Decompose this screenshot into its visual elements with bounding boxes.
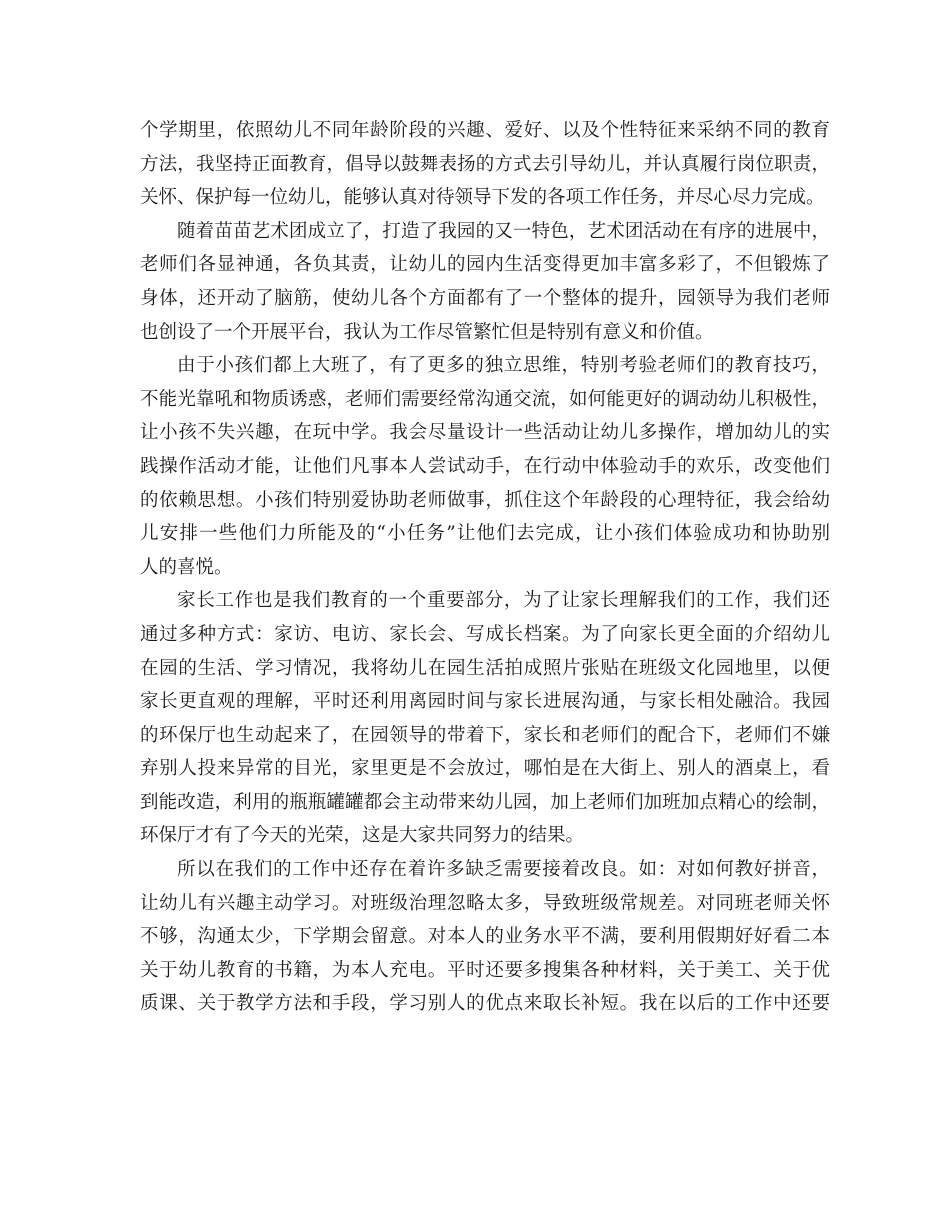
text-line: 个学期里，依照幼儿不同年龄阶段的兴趣、爱好、以及个性特征来采纳不同的教育 bbox=[140, 120, 830, 141]
text-line: 儿安排一些他们力所能及的“小任务”让他们去完成，让小孩们体验成功和协助别 bbox=[140, 523, 830, 545]
paragraph-1 bbox=[140, 114, 830, 215]
paragraph-3 bbox=[140, 349, 830, 584]
text-line: 关怀、保护每一位幼儿，能够认真对待领导下发的各项工作任务，并尽心尽力完成。 bbox=[140, 187, 825, 209]
text-line: 通过多种方式：家访、电访、家长会、写成长档案。为了向家长更全面的介绍幼儿 bbox=[140, 623, 830, 645]
text-line: 随着苗苗艺术团成立了，打造了我园的又一特色，艺术团活动在有序的进展中， bbox=[177, 220, 830, 242]
document-body bbox=[140, 114, 830, 1021]
text-line: 方法，我坚持正面教育，倡导以鼓舞表扬的方式去引导幼儿，并认真履行岗位职责， bbox=[140, 153, 830, 175]
text-line: 由于小孩们都上大班了，有了更多的独立思维，特别考验老师们的教育技巧， bbox=[177, 355, 830, 377]
text-line: 不够，沟通太少，下学期会留意。对本人的业务水平不满，要利用假期好好看二本 bbox=[140, 926, 830, 948]
paragraph-2 bbox=[140, 215, 830, 349]
text-line: 老师们各显神通，各负其责，让幼儿的园内生活变得更加丰富多彩了，不但锻炼了 bbox=[140, 254, 830, 276]
text-line: 让小孩不失兴趣，在玩中学。我会尽量设计一些活动让幼儿多操作，增加幼儿的实 bbox=[140, 422, 830, 444]
text-line: 践操作活动才能，让他们凡事本人尝试动手，在行动中体验动手的欢乐，改变他们 bbox=[140, 455, 830, 477]
text-line: 关于幼儿教育的书籍，为本人充电。平时还要多搜集各种材料，关于美工、关于优 bbox=[140, 959, 830, 981]
text-line: 家长更直观的理解，平时还利用离园时间与家长进展沟通，与家长相处融洽。我园 bbox=[140, 691, 830, 713]
text-line: 家长工作也是我们教育的一个重要部分，为了让家长理解我们的工作，我们还 bbox=[177, 590, 830, 612]
text-line: 弃别人投来异常的目光，家里更是不会放过，哪怕是在大街上、别人的酒桌上，看 bbox=[140, 758, 830, 780]
text-line: 身体，还开动了脑筋，使幼儿各个方面都有了一个整体的提升，园领导为我们老师 bbox=[140, 287, 830, 309]
text-line: 质课、关于教学方法和手段，学习别人的优点来取长补短。我在以后的工作中还要 bbox=[140, 993, 830, 1015]
paragraph-5 bbox=[140, 853, 830, 1021]
text-line: 在园的生活、学习情况，我将幼儿在园生活拍成照片张贴在班级文化园地里，以便 bbox=[140, 657, 830, 679]
text-line: 人的喜悦。 bbox=[140, 556, 233, 578]
text-line: 所以在我们的工作中还存在着许多缺乏需要接着改良。如：对如何教好拼音， bbox=[177, 859, 830, 881]
text-line: 到能改造，利用的瓶瓶罐罐都会主动带来幼儿园，加上老师们加班加点精心的绘制， bbox=[140, 791, 830, 813]
text-line: 让幼儿有兴趣主动学习。对班级治理忽略太多，导致班级常规差。对同班老师关怀 bbox=[140, 892, 830, 914]
paragraph-4 bbox=[140, 584, 830, 853]
text-line: 不能光靠吼和物质诱惑，老师们需要经常沟通交流，如何能更好的调动幼儿积极性， bbox=[140, 388, 830, 410]
text-line: 的依赖思想。小孩们特别爱协助老师做事，抓住这个年龄段的心理特征，我会给幼 bbox=[140, 489, 830, 511]
text-line: 也创设了一个开展平台，我认为工作尽管繁忙但是特别有意义和价值。 bbox=[140, 321, 714, 343]
text-line: 环保厅才有了今天的光荣，这是大家共同努力的结果。 bbox=[140, 825, 585, 847]
text-line: 的环保厅也生动起来了，在园领导的带着下，家长和老师们的配合下，老师们不嫌 bbox=[140, 724, 830, 746]
